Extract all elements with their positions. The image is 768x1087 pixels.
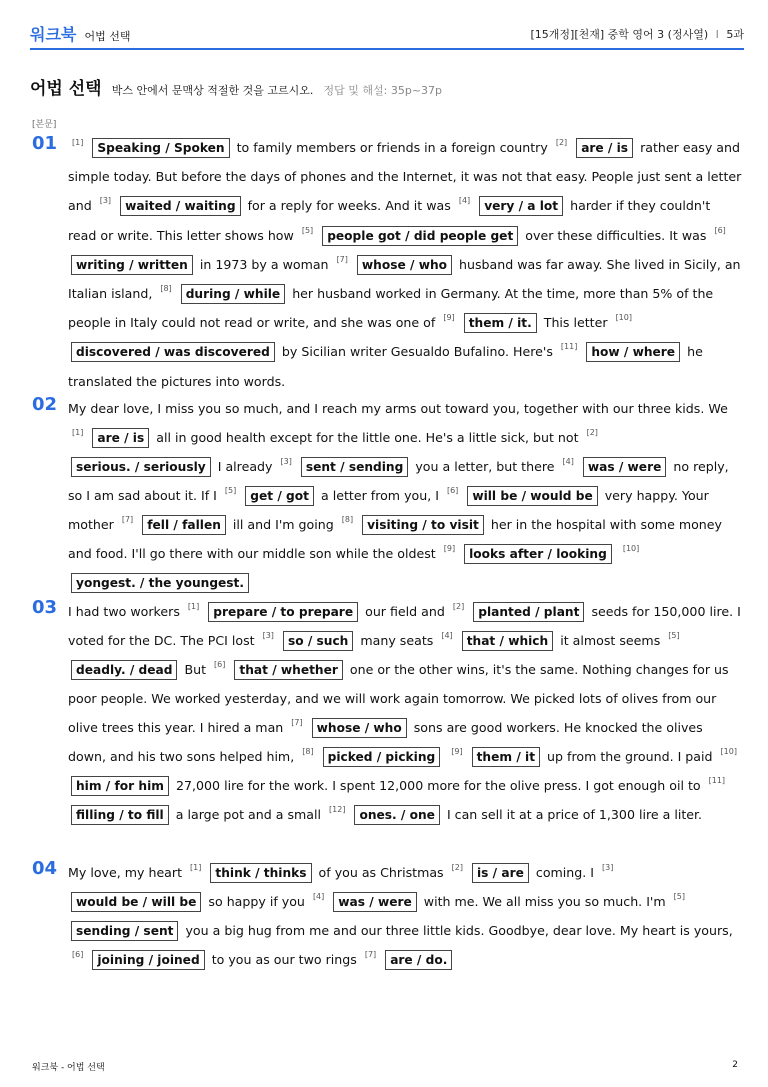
passage-segment: her husband worked in Germany. At the time, more than 5% of the people in Italy could not read or write, and she was one of xyxy=(68,286,714,331)
question-number: [2] xyxy=(452,602,465,611)
question-number: [4] xyxy=(312,892,325,901)
choice-box[interactable]: ones. / one xyxy=(354,805,439,825)
question-number: [3] xyxy=(99,196,112,206)
choice-box[interactable]: planted / plant xyxy=(473,602,584,622)
question-number: [5] xyxy=(673,892,685,901)
page-header xyxy=(30,18,744,50)
passage-segment: you a big hug from me and our three little kids. Goodbye, dear love. My heart is yours, xyxy=(185,923,733,938)
passage-number: 02 xyxy=(32,394,58,415)
lesson-label: 5과 xyxy=(726,28,744,41)
passage-segment: her in the hospital with some money and food. I'll go there with our middle son while the oldest xyxy=(68,517,722,561)
brand-title: 워크북 xyxy=(30,25,77,44)
question-number: [9] xyxy=(443,313,455,323)
choice-box[interactable]: fell / fallen xyxy=(142,515,226,535)
question-number: [10] xyxy=(615,313,632,323)
course-name: [15개정][천재] 중학 영어 3 (정사열) xyxy=(530,28,709,41)
footer-label: 워크북 - 어법 선택 xyxy=(32,1063,105,1073)
question-number: [2] xyxy=(555,138,568,147)
question-number: [3] xyxy=(262,631,274,640)
passage-segment: seeds for 150,000 lire. I voted for the DC. The PCI lost xyxy=(68,604,741,648)
question-number: [2] xyxy=(451,863,463,872)
choice-box[interactable]: visiting / to visit xyxy=(362,515,484,535)
choice-box[interactable]: people got / did people get xyxy=(322,226,518,246)
question-number: [10] xyxy=(622,544,640,553)
passage-segment: But xyxy=(184,662,207,677)
passage-number: 03 xyxy=(32,597,58,618)
question-number: [5] xyxy=(301,225,314,235)
section-tag: [본문] xyxy=(32,120,57,130)
choice-box[interactable]: serious. / seriously xyxy=(71,457,211,477)
choice-box[interactable]: was / were xyxy=(333,892,416,912)
choice-box[interactable]: waited / waiting xyxy=(120,196,240,216)
question-number: [1] xyxy=(190,863,202,872)
passage xyxy=(32,597,742,829)
choice-box[interactable]: picked / picking xyxy=(323,747,441,767)
question-number: [1] xyxy=(72,138,84,147)
passage-text xyxy=(68,133,742,396)
question-number: [10] xyxy=(720,747,737,756)
passage-segment: ill and I'm going xyxy=(232,517,334,532)
passage-segment: coming. I xyxy=(535,865,594,880)
choice-box[interactable]: them / it. xyxy=(464,313,537,333)
choice-box[interactable]: filling / to fill xyxy=(71,805,169,825)
brand xyxy=(30,22,131,45)
choice-box[interactable]: prepare / to prepare xyxy=(208,602,358,622)
answer-reference: 정답 및 해설: 35p~37p xyxy=(323,84,443,97)
brand-subtitle: 어법 선택 xyxy=(84,30,131,43)
passage-segment: he translated the pictures into words. xyxy=(68,344,703,389)
question-number: [5] xyxy=(224,486,237,495)
question-number: [4] xyxy=(562,457,574,466)
question-number: [8] xyxy=(302,747,314,756)
choice-box[interactable]: was / were xyxy=(583,457,666,477)
page-number: 2 xyxy=(732,1060,738,1070)
passage-text xyxy=(68,597,742,829)
passage-segment: My love, my heart xyxy=(68,865,183,880)
passage-segment: no reply, so I am sad about it. If I xyxy=(68,459,729,503)
choice-box[interactable]: whose / who xyxy=(312,718,407,738)
passage-segment: up from the ground. I paid xyxy=(547,749,713,764)
question-number: [3] xyxy=(602,863,614,872)
choice-box[interactable]: him / for him xyxy=(71,776,169,796)
choice-box[interactable]: think / thinks xyxy=(210,863,311,883)
passage-segment: so happy if you xyxy=(208,894,305,909)
question-number: [6] xyxy=(714,225,726,235)
passage-segment: all in good health except for the little one. He's a little sick, but not xyxy=(156,430,579,445)
question-number: [7] xyxy=(121,515,134,524)
passage-segment: My dear love, I miss you so much, and I reach my arms out toward you, together with our three kids. We xyxy=(68,401,728,416)
passage-segment: a letter from you, I xyxy=(320,488,439,503)
passage-segment: in 1973 by a woman xyxy=(199,256,329,272)
question-number: [1] xyxy=(72,428,84,437)
question-number: [7] xyxy=(291,718,303,727)
passage-segment: over these difficulties. It was xyxy=(525,227,707,243)
choice-box[interactable]: whose / who xyxy=(357,255,452,275)
choice-box[interactable]: sent / sending xyxy=(301,457,408,477)
passage-segment: many seats xyxy=(360,633,434,648)
choice-box[interactable]: discovered / was discovered xyxy=(71,342,275,362)
instruction-text: 박스 안에서 문맥상 적절한 것을 고르시오. xyxy=(111,84,314,97)
question-number: [4] xyxy=(458,196,471,206)
choice-box[interactable]: that / whether xyxy=(234,660,342,680)
choice-box[interactable]: will be / would be xyxy=(467,486,597,506)
passage-segment: to family members or friends in a foreign country xyxy=(236,140,548,155)
passage-segment: harder if they couldn't read or write. This letter shows how xyxy=(68,198,711,243)
choice-box[interactable]: joining / joined xyxy=(92,950,204,970)
passage-segment: it almost seems xyxy=(560,633,661,648)
passage-text xyxy=(68,858,742,974)
choice-box[interactable]: during / while xyxy=(181,284,285,304)
question-number: [3] xyxy=(280,457,292,466)
page-title: 어법 선택 xyxy=(30,79,102,99)
passage-segment: I had two workers xyxy=(68,604,180,619)
question-number: [7] xyxy=(364,950,377,959)
title-row xyxy=(30,74,442,99)
question-number: [11] xyxy=(708,776,726,785)
question-number: [1] xyxy=(187,602,200,611)
choice-box[interactable]: get / got xyxy=(245,486,314,506)
choice-box[interactable]: looks after / looking xyxy=(464,544,612,564)
choice-box[interactable]: deadly. / dead xyxy=(71,660,177,680)
passage xyxy=(32,133,742,396)
passage-segment: I can sell it at a price of 1,300 lire a liter. xyxy=(446,807,703,822)
question-number: [6] xyxy=(446,486,459,495)
passage xyxy=(32,394,742,597)
choice-box[interactable]: them / it xyxy=(472,747,540,767)
choice-box[interactable]: very / a lot xyxy=(479,196,563,216)
passage-segment: sons are good workers. He knocked the olives down, and his two sons helped him, xyxy=(68,720,703,764)
passage-segment: you a letter, but there xyxy=(415,459,555,474)
passage xyxy=(32,858,742,974)
passage-segment: husband was far away. She lived in Sicily, an Italian island, xyxy=(68,256,741,302)
passage-segment: to you as our two rings xyxy=(211,952,357,967)
choice-box[interactable]: are / is xyxy=(576,138,633,158)
choice-box[interactable]: how / where xyxy=(586,342,680,362)
question-number: [12] xyxy=(329,805,346,814)
header-divider: I xyxy=(715,28,719,41)
choice-box[interactable]: writing / written xyxy=(71,255,193,275)
choice-box[interactable]: Speaking / Spoken xyxy=(92,138,229,158)
passage-segment: a large pot and a small xyxy=(175,807,322,822)
choice-box[interactable]: are / is xyxy=(92,428,149,448)
passage-segment: one or the other wins, it's the same. Nothing changes for us poor people. We worked yesterday, and we will work again tomorrow. We picked lots of olives from our olive trees this year. I hired a man xyxy=(68,662,729,735)
course-info xyxy=(531,26,745,42)
passage-text xyxy=(68,394,742,597)
question-number: [9] xyxy=(443,544,456,553)
question-number: [6] xyxy=(214,660,226,669)
choice-box[interactable]: that / which xyxy=(462,631,554,651)
choice-box[interactable]: sending / sent xyxy=(71,921,178,941)
question-number: [6] xyxy=(72,950,84,959)
question-number: [11] xyxy=(560,342,578,352)
passage-segment: with me. We all miss you so much. I'm xyxy=(423,894,666,909)
passage-segment: of you as Christmas xyxy=(318,865,444,880)
choice-box[interactable]: yongest. / the youngest. xyxy=(71,573,249,593)
passage-segment: for a reply for weeks. And it was xyxy=(247,198,451,214)
passage-segment: rather easy and simple today. But before the days of phones and the Internet, it was not that easy. People just sent a letter and xyxy=(68,140,742,214)
question-number: [8] xyxy=(160,284,172,294)
choice-box[interactable]: is / are xyxy=(472,863,529,883)
passage-segment: by Sicilian writer Gesualdo Bufalino. Here's xyxy=(281,344,553,360)
question-number: [4] xyxy=(441,631,453,640)
passage-segment: This letter xyxy=(543,315,608,331)
choice-box[interactable]: are / do. xyxy=(385,950,452,970)
question-number: [5] xyxy=(668,631,680,640)
question-number: [9] xyxy=(451,747,463,756)
question-number: [7] xyxy=(336,254,348,264)
passage-segment: 27,000 lire for the work. I spent 12,000 more for the olive press. I got enough oil to xyxy=(176,778,701,793)
question-number: [8] xyxy=(341,515,354,524)
passage-segment: our field and xyxy=(365,604,445,619)
passage-number: 04 xyxy=(32,858,58,879)
passage-segment: I already xyxy=(217,459,273,474)
choice-box[interactable]: would be / will be xyxy=(71,892,201,912)
choice-box[interactable]: so / such xyxy=(283,631,353,651)
passage-number: 01 xyxy=(32,133,58,154)
question-number: [2] xyxy=(586,428,598,437)
passage-segment: very happy. Your mother xyxy=(68,488,709,532)
